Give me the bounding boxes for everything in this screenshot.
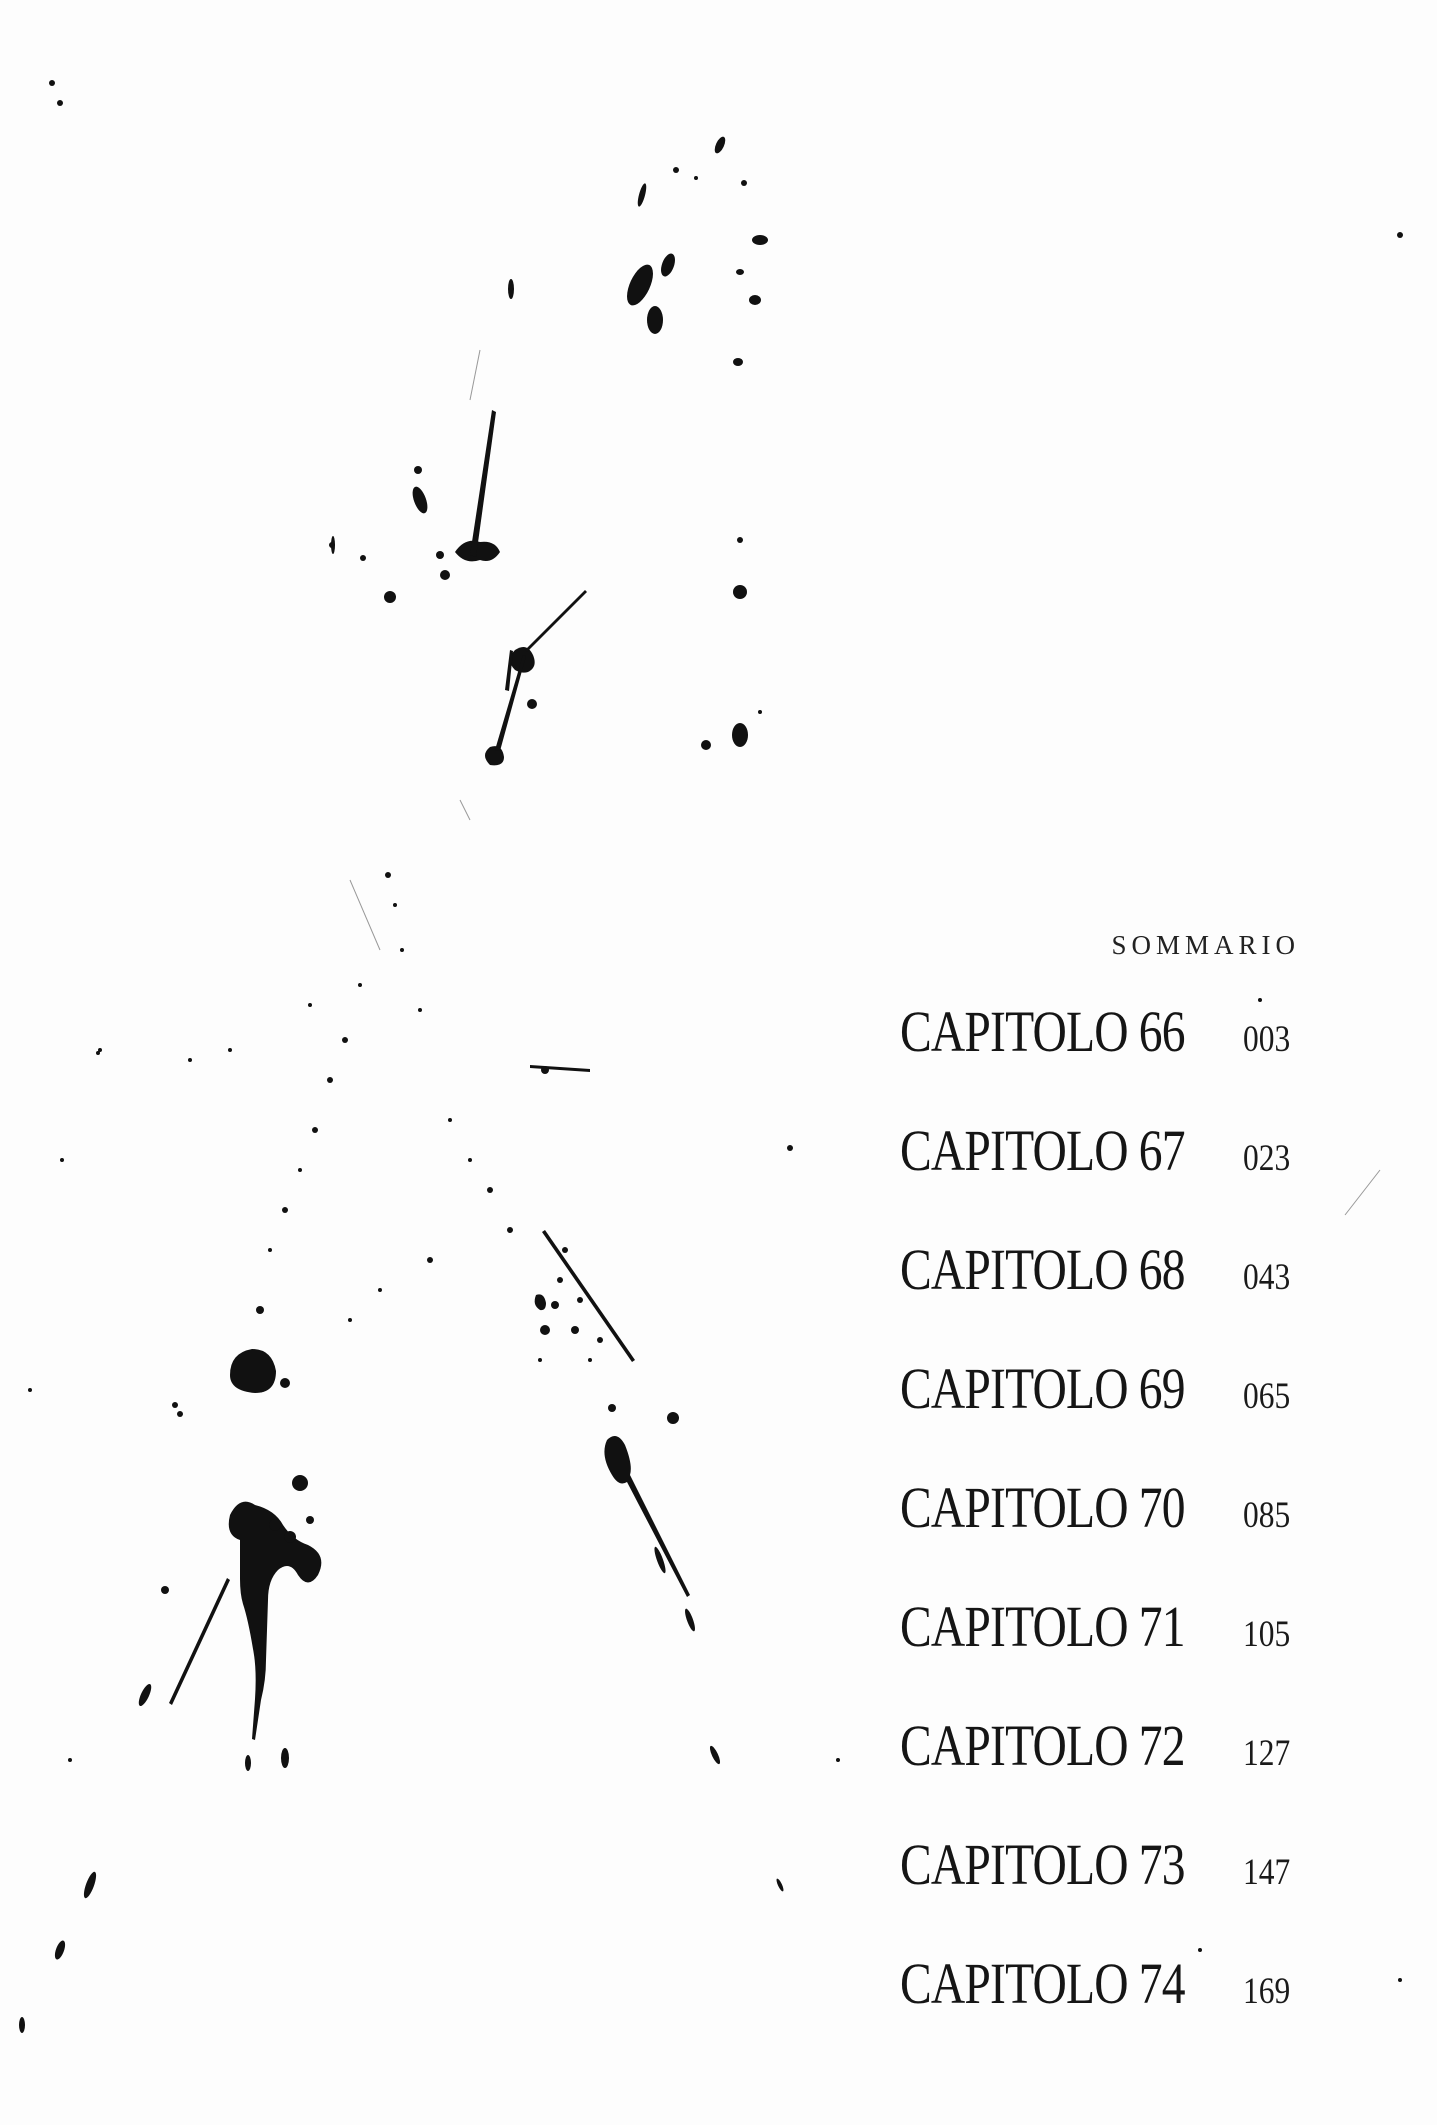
chapter-page-number: 085 bbox=[1243, 1495, 1291, 1536]
chapter-page-number: 105 bbox=[1243, 1614, 1291, 1655]
toc-entry bbox=[900, 1000, 1320, 1119]
chapter-title: CAPITOLO 69 bbox=[900, 1356, 1185, 1421]
chapter-title: CAPITOLO 73 bbox=[900, 1832, 1185, 1897]
chapter-title: CAPITOLO 74 bbox=[900, 1951, 1185, 2016]
toc-entry bbox=[900, 1833, 1320, 1952]
toc-entry bbox=[900, 1595, 1320, 1714]
toc-entry bbox=[900, 1357, 1320, 1476]
toc-heading: SOMMARIO bbox=[1111, 930, 1300, 960]
chapter-title: CAPITOLO 70 bbox=[900, 1475, 1185, 1540]
chapter-title: CAPITOLO 67 bbox=[900, 1118, 1185, 1183]
chapter-page-number: 147 bbox=[1243, 1852, 1291, 1893]
toc-entry bbox=[900, 1476, 1320, 1595]
chapter-page-number: 127 bbox=[1243, 1733, 1291, 1774]
chapter-page-number: 023 bbox=[1243, 1138, 1291, 1179]
chapter-title: CAPITOLO 72 bbox=[900, 1713, 1185, 1778]
chapter-title: CAPITOLO 66 bbox=[900, 999, 1185, 1064]
toc-entry bbox=[900, 1238, 1320, 1357]
toc-entry bbox=[900, 1952, 1320, 2071]
chapter-page-number: 065 bbox=[1243, 1376, 1291, 1417]
chapter-title: CAPITOLO 68 bbox=[900, 1237, 1185, 1302]
chapter-title: CAPITOLO 71 bbox=[900, 1594, 1185, 1659]
chapter-page-number: 043 bbox=[1243, 1257, 1291, 1298]
chapter-page-number: 169 bbox=[1243, 1971, 1291, 2012]
chapter-page-number: 003 bbox=[1243, 1019, 1291, 1060]
toc-list bbox=[900, 1000, 1320, 2071]
toc-entry bbox=[900, 1119, 1320, 1238]
toc-entry bbox=[900, 1714, 1320, 1833]
